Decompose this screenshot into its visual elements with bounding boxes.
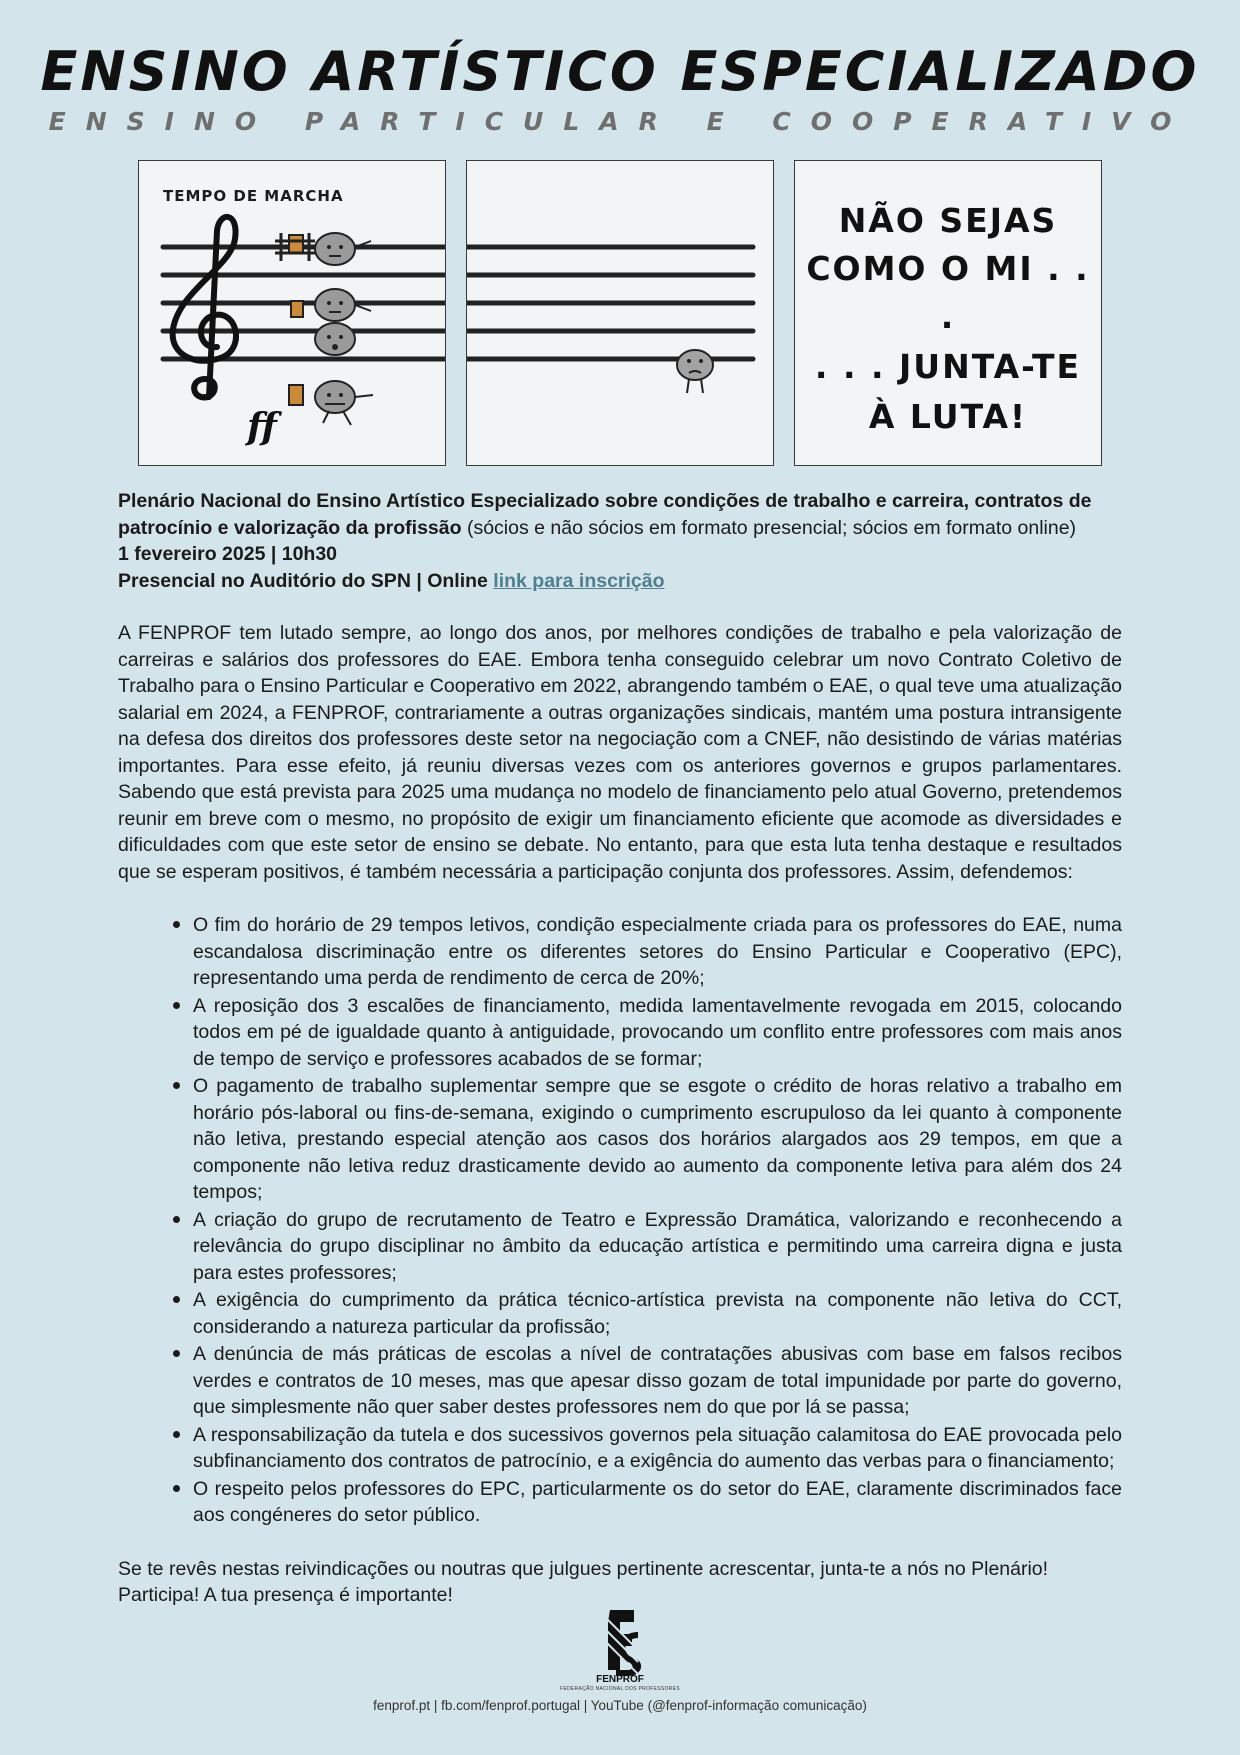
list-item: • A denúncia de más práticas de escolas a nível de contratações abusivas com base em falsos recibos verdes e contratos de 10 meses, mas que apesar disso gozam de total impunidade por parte do governo, que simplesmente não quer saber destes professores nem do que por lá se passa; <box>193 1340 1122 1421</box>
closing-line-2: Participa! A tua presença é importante! <box>118 1584 453 1606</box>
list-item: • O pagamento de trabalho suplementar sempre que se esgote o crédito de horas relativo a trabalho em horário pós-laboral ou fins-de-semana, exigindo o cumprimento escrupuloso da lei quanto à componente não letiva, prestando especial atenção aos casos dos horários alargados aos 29 tempos, em que a componente não letiva reduz drasticamente devido ao aumento da componente letiva para além dos 24 tempos; <box>193 1072 1122 1206</box>
main-content <box>118 488 1122 1609</box>
list-item: • O respeito pelos professores do EPC, particularmente os do setor do EAE, claramente discriminados face aos congéneres do setor público. <box>193 1475 1122 1529</box>
event-location: Presencial no Auditório do SPN | Online <box>118 569 494 592</box>
lonely-note-illustration <box>467 161 774 466</box>
event-title: Plenário Nacional do Ensino Artístico Especializado sobre condições de trabalho e carreira, contratos de patrocínio e valorização da profissão <box>118 490 1092 539</box>
demands-list <box>118 911 1122 1529</box>
event-heading <box>118 488 1122 541</box>
event-location-line <box>118 568 1122 595</box>
event-date: 1 fevereiro 2025 | 10h30 <box>118 543 338 565</box>
slogan-line-3: . . . JUNTA-TE <box>814 347 1082 386</box>
comic-panel-1 <box>138 160 446 466</box>
slogan-line-1: NÃO SEJAS <box>838 201 1058 240</box>
comic-panel-3 <box>794 160 1102 466</box>
list-item: • A reposição dos 3 escalões de financiamento, medida lamentavelmente revogada em 2015, colocando todos em pé de igualdade quanto à antiguidade, provocando um conflito entre professores com mais anos de tempo de serviço e professores acabados de se formar; <box>193 992 1122 1073</box>
slogan-line-4: À LUTA! <box>868 397 1028 436</box>
list-item: • A criação do grupo de recrutamento de Teatro e Expressão Dramática, valorizando e reconhecendo a relevância do grupo disciplinar no âmbito da educação artística e permitindo uma carreira digna e justa para estes professores; <box>193 1206 1122 1287</box>
logo-name: FENPROF <box>596 1674 644 1685</box>
poster-title: ENSINO ARTÍSTICO ESPECIALIZADO <box>40 40 1200 103</box>
closing-line-1: Se te revês nestas reivindicações ou noutras que julgues pertinente acrescentar, junta-te a nós no Plenário! <box>118 1557 1049 1580</box>
panel-label-tempo: TEMPO DE MARCHA <box>163 187 344 205</box>
staff-with-notes-illustration <box>139 161 446 466</box>
comic-panel-2 <box>466 160 774 466</box>
registration-link[interactable]: link para inscrição <box>493 569 665 592</box>
slogan-line-2: COMO O MI . . . <box>806 249 1090 336</box>
body-paragraph: A FENPROF tem lutado sempre, ao longo dos anos, por melhores condições de trabalho e pela valorização de carreiras e salários dos professores do EAE. Embora tenha conseguido celebrar um novo Contrato Coletivo de Trabalho para o Ensino Particular e Cooperativo em 2022, abrangendo também o EAE, o qual teve uma atualização salarial em 2024, a FENPROF, contrariamente a outras organizações sindicais, mantém uma postura intransigente na defesa dos direitos dos professores deste setor na negociação com a CNEF, não desistindo de várias matérias importantes. Para esse efeito, já reuniu diversas vezes com os anteriores governos e grupos parlamentares. Sabendo que está prevista para 2025 uma mudança no modelo de financiamento pelo atual Governo, pretendemos reunir em breve com o mesmo, no propósito de exigir um financiamento eficiente que acomode as diversidades e dificuldades com que este setor de ensino se debate. No entanto, para que esta luta tenha destaque e resultados que se esperam positivos, é também necessária a participação conjunta dos professores. Assim, defendemos: <box>118 622 1122 883</box>
logo-subtitle: FEDERAÇÃO NACIONAL DOS PROFESSORES <box>560 1686 680 1692</box>
list-item: • A responsabilização da tutela e dos sucessivos governos pela situação calamitosa do EAE provocada pelo subfinanciamento dos contratos de patrocínio, e a exigência do aumento das verbas para o financiamento; <box>193 1421 1122 1475</box>
poster-subtitle: ENSINO PARTICULAR E COOPERATIVO <box>48 107 1192 136</box>
list-item: • O fim do horário de 29 tempos letivos, condição especialmente criada para os professores do EAE, numa escandalosa discriminação entre os diferentes setores do Ensino Particular e Cooperativo (EPC), representando uma perda de rendimento de cerca de 20%; <box>193 911 1122 992</box>
treble-clef-icon <box>173 217 236 398</box>
footer-links: fenprof.pt | fb.com/fenprof.portugal | YouTube (@fenprof-informação comunicação) <box>373 1698 867 1713</box>
event-audience-note: (sócios e não sócios em formato presencial; sócios em formato online) <box>461 516 1077 539</box>
fortissimo-mark: ff <box>247 406 277 448</box>
list-item: • A exigência do cumprimento da prática técnico-artística prevista na componente não letiva do CCT, considerando a natureza particular da profissão; <box>193 1286 1122 1340</box>
